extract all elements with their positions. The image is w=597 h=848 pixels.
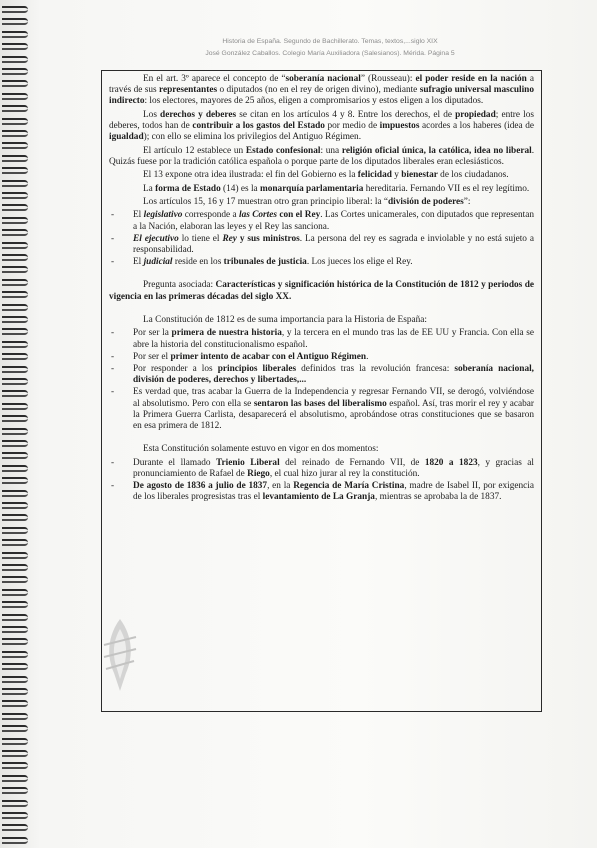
spiral-coil xyxy=(2,155,28,162)
spiral-coil xyxy=(2,390,28,397)
spiral-coil xyxy=(2,180,28,187)
spiral-coil xyxy=(2,366,28,373)
list-item-judicial: - El judicial reside en los tribunales de justicia. Los jueces los elige el Rey. xyxy=(111,257,413,268)
spiral-coil xyxy=(2,812,28,819)
spiral-coil xyxy=(2,80,28,87)
spiral-coil xyxy=(2,576,28,583)
spiral-coil xyxy=(2,167,28,174)
spiral-coil xyxy=(2,68,28,75)
spiral-coil xyxy=(2,688,28,695)
spiral-coil xyxy=(2,824,28,831)
associated-question: Pregunta asociada: Características y significación histórica de la Constitución de 1812 y periodos de vigencia en las primeras décadas del siglo XX. xyxy=(109,280,534,302)
spiral-coil xyxy=(2,440,28,447)
paragraph-importance: La Constitución de 1812 es de suma importancia para la Historia de España: xyxy=(143,314,427,325)
spiral-coil xyxy=(2,589,28,596)
text-box xyxy=(101,70,542,712)
spiral-coil xyxy=(2,118,28,125)
spiral-coil xyxy=(2,254,28,261)
spiral-coil xyxy=(2,229,28,236)
spiral-coil xyxy=(2,316,28,323)
spiral-coil xyxy=(2,601,28,608)
spiral-coil xyxy=(2,415,28,422)
spiral-coil xyxy=(2,428,28,435)
spiral-coil xyxy=(2,465,28,472)
spiral-coil xyxy=(2,378,28,385)
spiral-coil xyxy=(2,341,28,348)
spiral-coil xyxy=(2,527,28,534)
spiral-coil xyxy=(2,328,28,335)
spiral-coil xyxy=(2,304,28,311)
spiral-coil xyxy=(2,43,28,50)
list-item-regency: - De agosto de 1836 a julio de 1837, en la Regencia de María Cristina, madre de Isabel II, por exigencia de los liberales progresistas tras el levantamiento de La Granja, mientras se aprobaba la de 1837. xyxy=(111,480,535,503)
spiral-coil xyxy=(2,142,28,149)
spiral-coil xyxy=(2,700,28,707)
spiral-coil xyxy=(2,638,28,645)
spiral-coil xyxy=(2,614,28,621)
spiral-coil xyxy=(2,837,28,844)
spiral-coil xyxy=(2,266,28,273)
spiral-coil xyxy=(2,725,28,732)
list-item-legislative: - El legislativo corresponde a las Cortes con el Rey. Las Cortes unicamerales, con diputados que representan a la Nación, elaboran las leyes y el Rey las sanciona. xyxy=(111,210,535,232)
periods-list xyxy=(109,458,534,504)
spiral-coil xyxy=(2,477,28,484)
spiral-coil xyxy=(2,353,28,360)
paragraph-rights: Los derechos y deberes se citan en los artículos 4 y 8. Entre los derechos, el de propiedad; entre los deberes, todos han de contribuir a los gastos del Estado por medio de impuestos acordes a los haberes (idea de igualdad); con ello se elimina los privilegios del Antiguo Régimen. xyxy=(109,109,535,143)
spiral-coil xyxy=(2,130,28,137)
spiral-coil xyxy=(2,242,28,249)
list-item-liberalism-bases: - Es verdad que, tras acabar la Guerra de la Independencia y regresar Fernando VII, se derogó, volviéndose al absolutismo. Pero con ella se sentaron las bases del liberalismo español. Así, tras morir el rey y acabar la Primera Guerra Carlista, desaparecerá el absolutismo, aprobándose otras constituciones que se basaron en esa primera de 1812. xyxy=(111,387,534,431)
spiral-coil xyxy=(2,452,28,459)
list-item-liberal-principles: - Por responder a los principios liberales definidos tras la revolución francesa: soberanía nacional, división de poderes, derechos y libertades,... xyxy=(111,363,535,386)
header-line-1: Historia de España. Segundo de Bachillerato. Temas, textos,...siglo XIX xyxy=(222,38,438,45)
importance-list xyxy=(109,328,534,432)
spiral-coil xyxy=(2,651,28,658)
spiral-coil xyxy=(2,204,28,211)
spiral-binding xyxy=(0,0,34,848)
page-header xyxy=(120,36,540,60)
spiral-coil xyxy=(2,6,28,13)
paragraph-state-form: La forma de Estado (14) es la monarquía parlamentaria hereditaria. Fernando VII es el rey legítimo. xyxy=(143,183,530,194)
spiral-coil xyxy=(2,800,28,807)
spiral-coil xyxy=(2,676,28,683)
spiral-coil xyxy=(2,31,28,38)
spiral-coil xyxy=(2,762,28,769)
list-item-first-constitution: - Por ser la primera de nuestra historia, y la tercera en el mundo tras las de EE UU y Francia. Con ella se abre la historia del constitucionalismo español. xyxy=(111,328,535,350)
header-line-2: José González Caballos. Colegio María Auxiliadora (Salesianos). Mérida. Página 5 xyxy=(205,50,455,57)
powers-list xyxy=(109,210,534,268)
spiral-coil xyxy=(2,217,28,224)
spiral-coil xyxy=(2,750,28,757)
spiral-coil xyxy=(2,663,28,670)
spiral-coil xyxy=(2,502,28,509)
spiral-coil xyxy=(2,192,28,199)
paragraph-sovereignty: En el art. 3º aparece el concepto de “soberanía nacional” (Rousseau): el poder reside en la nación a través de sus representantes o diputados (no en el rey de origen divino), mediante sufragio universal masculino indirecto: los electores, mayores de 25 años, eligen a compromisarios y estos eligen a los diputados. xyxy=(109,74,534,107)
spiral-coil xyxy=(2,514,28,521)
spiral-coil xyxy=(2,626,28,633)
spiral-coil xyxy=(2,713,28,720)
spiral-coil xyxy=(2,93,28,100)
paragraph-happiness: El 13 expone otra idea ilustrada: el fin del Gobierno es la felicidad y bienestar de los ciudadanos. xyxy=(143,170,509,181)
paragraph-division-powers: Los artículos 15, 16 y 17 muestran otro gran principio liberal: la “división de poderes”: xyxy=(143,196,471,207)
list-item-trienio-liberal: - Durante el llamado Trienio Liberal del reinado de Fernando VII, de 1820 a 1823, y gracias al pronunciamiento de Rafael de Riego, el cual hizo jurar al rey la constitución. xyxy=(111,457,535,479)
spiral-coil xyxy=(2,403,28,410)
spiral-coil xyxy=(2,291,28,298)
list-item-executive: - El ejecutivo lo tiene el Rey y sus ministros. La persona del rey es sagrada e inviolable y no está sujeto a responsabilidad. xyxy=(111,233,534,255)
list-item-first-attempt: - Por ser el primer intento de acabar con el Antiguo Régimen. xyxy=(111,351,369,362)
spiral-coil xyxy=(2,490,28,497)
spiral-coil xyxy=(2,539,28,546)
spiral-coil xyxy=(2,105,28,112)
spiral-coil xyxy=(2,564,28,571)
spiral-coil xyxy=(2,56,28,63)
paragraph-validity: Esta Constitución solamente estuvo en vigor en dos momentos: xyxy=(143,444,379,455)
spiral-coil xyxy=(2,787,28,794)
spiral-coil xyxy=(2,18,28,25)
spiral-coil xyxy=(2,775,28,782)
paragraph-confessional: El artículo 12 establece un Estado confesional: una religión oficial única, la católica, idea no liberal. Quizás fuese por la tradición católica española o porque parte de los diputados liberales eran eclesiásticos. xyxy=(109,145,535,167)
spiral-coil xyxy=(2,738,28,745)
spiral-coil xyxy=(2,552,28,559)
spiral-coil xyxy=(2,279,28,286)
